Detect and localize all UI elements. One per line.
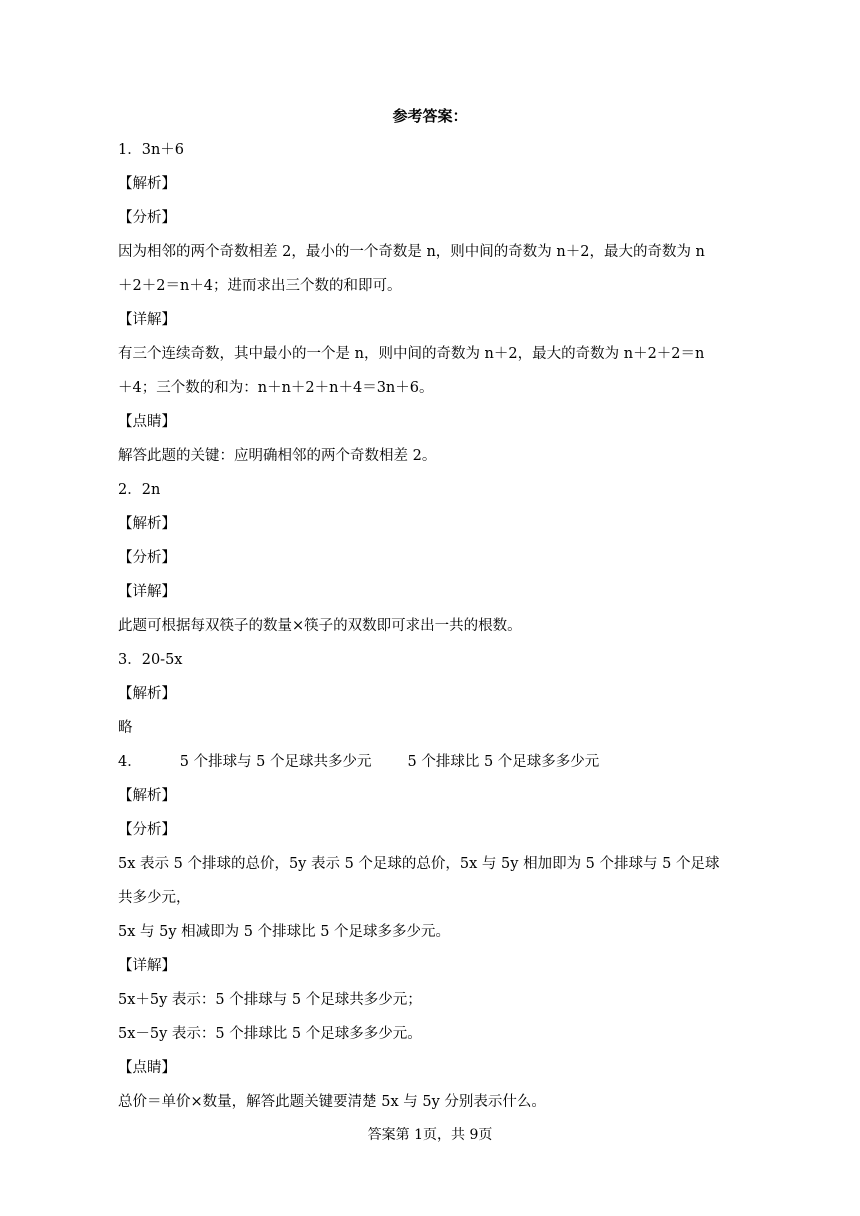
section-heading-fenxi: 【分析】 (118, 210, 176, 226)
detail-text-line: 有三个连续奇数，其中最小的一个是 n，则中间的奇数为 n＋2，最大的奇数为 n＋2＋2＝n (118, 346, 705, 362)
answer-content (118, 133, 733, 1119)
answer-4-line (118, 745, 733, 779)
section-heading-dianjing: 【点睛】 (118, 1060, 176, 1076)
section-heading-fenxi: 【分析】 (118, 822, 176, 838)
section-heading-fenxi: 【分析】 (118, 550, 176, 566)
section-heading-xiangjie: 【详解】 (118, 312, 176, 328)
answer-3-line: 3．20-5x (118, 652, 183, 668)
section-heading-jiexi: 【解析】 (118, 788, 176, 804)
detail-text-line: ＋4；三个数的和为：n＋n＋2＋n＋4＝3n＋6。 (118, 380, 434, 396)
page-title: 参考答案： (392, 107, 468, 125)
analysis-text-line: 5x 表示 5 个排球的总价，5y 表示 5 个足球的总价，5x 与 5y 相加即为 5 个排球与 5 个足球 (118, 856, 720, 872)
detail-text-line: 5x＋5y 表示：5 个排球与 5 个足球共多少元； (118, 992, 422, 1008)
section-heading-jiexi: 【解析】 (118, 686, 176, 702)
section-heading-dianjing: 【点睛】 (118, 414, 176, 430)
answer-4-blank-2: 5 个排球比 5 个足球多多少元 (407, 754, 600, 770)
analysis-text-line: 5x 与 5y 相减即为 5 个排球比 5 个足球多多少元。 (118, 924, 451, 940)
section-heading-jiexi: 【解析】 (118, 176, 176, 192)
brief-text-line: 略 (118, 720, 133, 736)
detail-text-line: 5x－5y 表示：5 个排球比 5 个足球多多少元。 (118, 1026, 422, 1042)
answer-1-line: 1．3n＋6 (118, 142, 185, 158)
page-footer: 答案第 1页，共 9页 (367, 1127, 493, 1143)
analysis-text-line: 因为相邻的两个奇数相差 2，最小的一个奇数是 n，则中间的奇数为 n＋2，最大的奇数为 n (118, 244, 705, 260)
comment-text-line: 解答此题的关键：应明确相邻的两个奇数相差 2。 (118, 448, 437, 464)
section-heading-jiexi: 【解析】 (118, 516, 176, 532)
comment-text-line: 总价＝单价×数量，解答此题关键要清楚 5x 与 5y 分别表示什么。 (118, 1094, 546, 1110)
detail-text-line: 此题可根据每双筷子的数量×筷子的双数即可求出一共的根数。 (118, 618, 522, 634)
section-heading-xiangjie: 【详解】 (118, 584, 176, 600)
answer-4-blank-1: 5 个排球与 5 个足球共多少元 (179, 754, 372, 770)
section-heading-xiangjie: 【详解】 (118, 958, 176, 974)
analysis-text-line: ＋2＋2＝n＋4；进而求出三个数的和即可。 (118, 278, 402, 294)
analysis-text-line: 共多少元， (118, 890, 191, 906)
answer-4-number: 4． (118, 754, 142, 770)
answer-2-line: 2．2n (118, 482, 161, 498)
